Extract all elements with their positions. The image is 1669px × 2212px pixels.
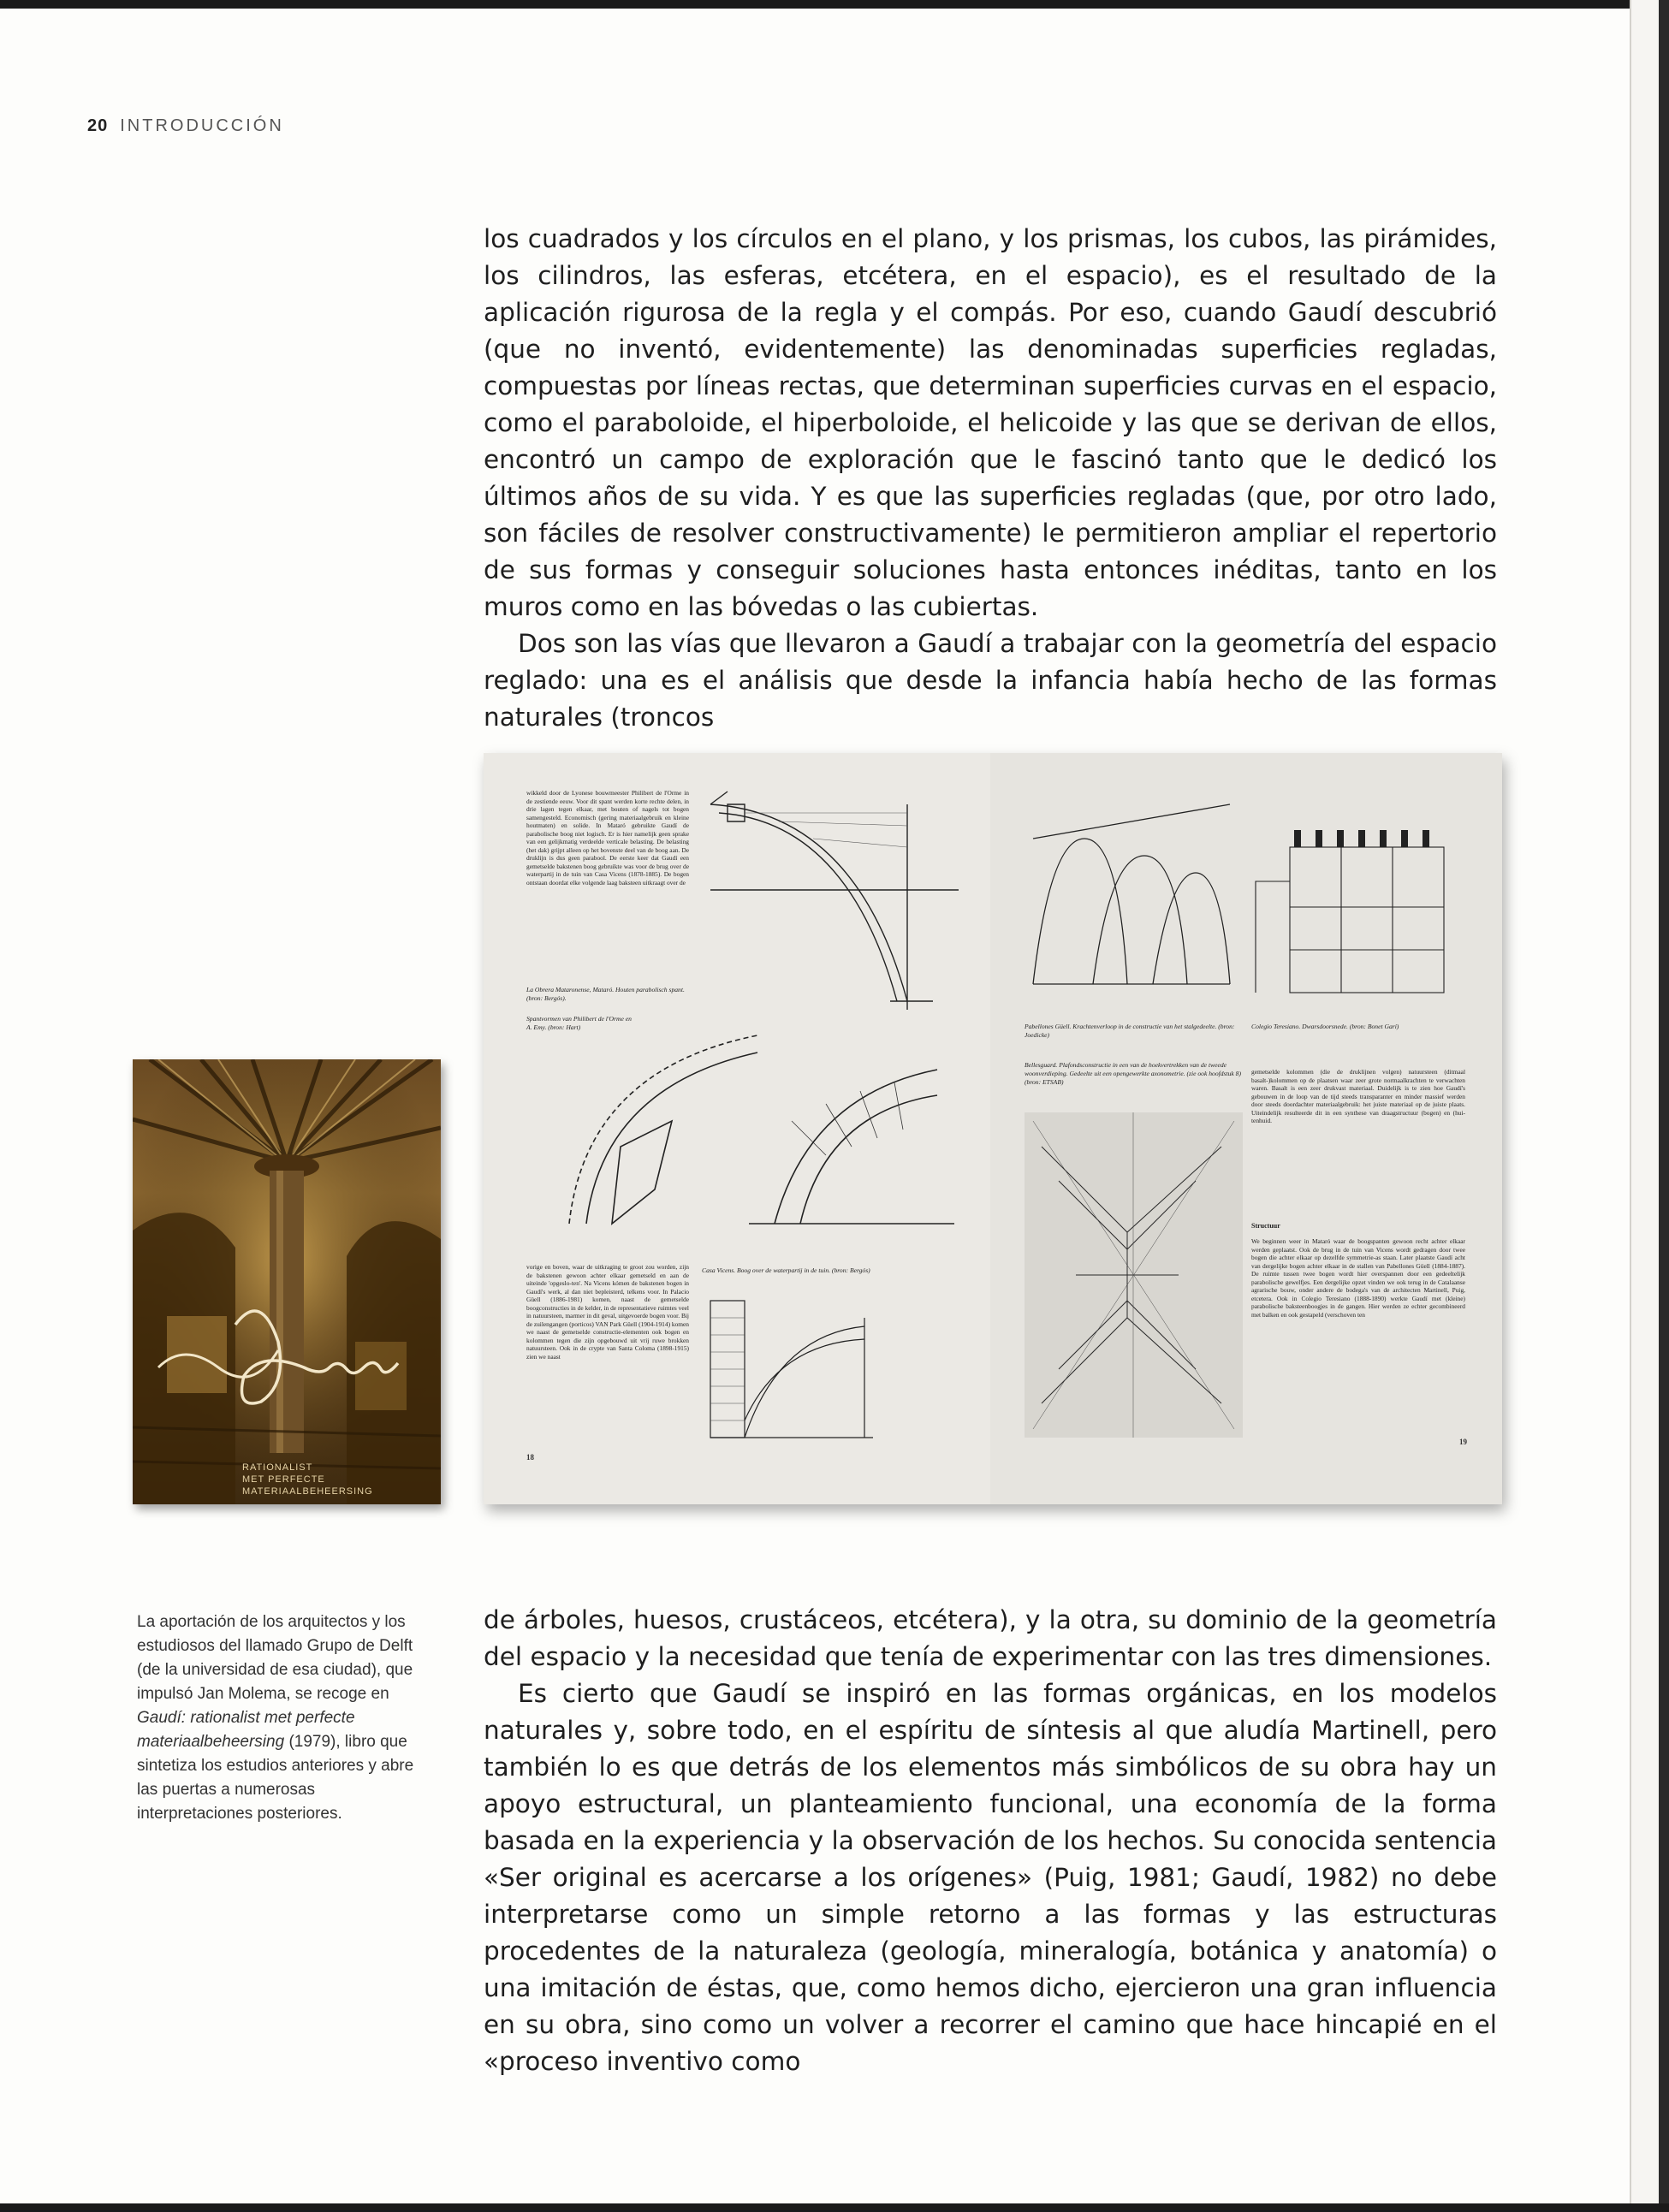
page-bottom-edge	[0, 2203, 1669, 2212]
caption-text-start: La aportación de los arquitectos y los estudiosos del llamado Grupo de Delft (de la universidad de esa ciudad), que impulsó Jan Molema, se recoge en	[137, 1613, 413, 1703]
right-caption-2: Colegio Teresiano. Dwarsdoorsnede. (bron: Bonet Garí)	[1251, 1023, 1399, 1030]
figure-caption	[137, 1610, 428, 1826]
bellesguard-ceiling-drawing	[1025, 1112, 1243, 1438]
left-caption-2: Spantvormen van Philibert de l'Orme en A. Emy. (bron: Hart)	[526, 1015, 632, 1031]
page-top-edge	[0, 0, 1669, 9]
cover-subtitle	[242, 1462, 439, 1497]
page-gutter-edge	[1630, 0, 1659, 2212]
cover-subtitle-line-2: MET PERFECTE MATERIAALBEHEERSING	[242, 1474, 373, 1497]
right-page-heading: Structuur	[1251, 1222, 1280, 1230]
crypt-photo	[133, 1059, 441, 1504]
left-page-text-top: wikkeld door de Lyonese bouwmeester Philibert de l'Orme in de zestiende eeuw. Voor dit spant werden korte rechte delen, in drie lagen tegen elkaar, met bouten of nagels tot bogen samengesteld. Economisch (gering materiaalgebruik en kleine houtmaten) en solide. In Mataró gebruikte Gaudí de parabolische boog niet logisch. Er is hier namelijk geen sprake van een gelijkmatig verdeelde verticale belasting. De belasting (het dak) grijpt alleen op het bovenste deel van de boog aan. De druklijn is dus geen parabool. De eerste keer dat Gaudí een gemetselde bakstenen boog gebruikte was voor de brug over de waterpartij in de tuin van Casa Vicens (1878-1885). De bogen ontstaan doordat elke volgende laag baksteen uitkraagt over de	[526, 789, 689, 887]
section-title: INTRODUCCIÓN	[120, 116, 284, 135]
body-text-bottom	[484, 1602, 1497, 2080]
paragraph-2: Dos son las vías que llevaron a Gaudí a trabajar con la geometría del espacio reglado: una es el análisis que desde la infancia había hecho de las formas naturales (troncos	[484, 629, 1497, 732]
book-right-page	[990, 753, 1502, 1504]
page-right-edge	[1659, 0, 1669, 2212]
paragraph-1: los cuadrados y los círculos en el plano, y los prismas, los cubos, las pirámides, los cilindros, las esferas, etcétera, en el espacio), es el resultado de la aplicación rigurosa de la regla y el compás. Por eso, cuando Gaudí descubrió (que no inventó, evidentemente) las denominadas superficies regladas, compuestas por líneas rectas, que determinan superficies curvas en el espacio, como el paraboloide, el hiperboloide, el helicoide y las que se derivan de ellos, encontró un campo de exploración que le fascinó tanto que le dedicó los últimos años de su vida. Y es que las superficies regladas (que, por otro lado, son fáciles de resolver constructivamente) le permitieron ampliar el repertorio de sus formas y conseguir soluciones hasta entonces inéditas, tanto en los muros como en las bóvedas o las cubiertas.	[484, 224, 1497, 621]
arch-forms-drawing	[552, 1018, 963, 1232]
book-cover-image	[133, 1059, 441, 1504]
paragraph-3: de árboles, huesos, crustáceos, etcétera), y la otra, su dominio de la geometría del espacio y la necesidad que tenía de experimentar con las tres dimensiones.	[484, 1605, 1497, 1671]
left-caption-1: La Obrera Mataronense, Mataró. Houten parabolisch spant. (bron: Bergós).	[526, 986, 685, 1002]
page-number: 20	[87, 116, 109, 135]
open-book-image	[484, 753, 1502, 1504]
paragraph-4: Es cierto que Gaudí se inspiró en las formas orgánicas, en los modelos naturales y, sobre todo, en el espíritu de síntesis al que aludía Martinell, pero también lo es que detrás de los elementos más simbólicos de su obra hay un apoyo estructural, un planteamiento funcional, una economía de la forma basada en la experiencia y la observación de los hechos. Su conocida sentencia «Ser original es acercarse a los orígenes» (Puig, 1981; Gaudí, 1982) no debe interpretarse como un simple retorno a las formas y las estructuras procedentes de la naturaleza (geología, mineralogía, botánica y anatomía) o una imitación de éstas, que, como hemos dicho, ejercieron una gran influencia en su obra, sino como un volver a recorrer el camino que hace hincapié en el «proceso inventivo como	[484, 1679, 1497, 2076]
right-page-number: 19	[1459, 1438, 1467, 1446]
body-text-top	[484, 221, 1497, 736]
left-page-number: 18	[526, 1453, 534, 1462]
right-page-text-top: gemetselde kolommen (die de druklijnen volgen) natuursteen (ditmaal basalt-)kolommen op de plaatsen waar zeer grote normaalkrachten te verwachten waren. Basalt is een zeer drukvast materiaal. Duidelijk is te zien hoe Gaudí's gebouwen in de loop van de tijd steeds transparanter en minder massief werden door steeds doordachter materiaalgebruik: het juiste materiaal op de juiste plaats. Uiteindelijk resulteerde dit in een synthese van draagstructuur (bogen) en (hui-tenhuid.	[1251, 1068, 1465, 1124]
timber-arch-drawing	[693, 787, 967, 1018]
book-left-page	[484, 753, 991, 1504]
caption-text-end: (1979), libro que sintetiza los estudios anteriores y abre las puertas a numerosas interpretaciones posteriores.	[137, 1733, 414, 1823]
right-page-text-bottom: We beginnen weer in Mataró waar de boogspanten gewoon recht achter elkaar werden geplaatst. Ook de brug in de tuin van Vicens wordt gedragen door twee bogen die achter elkaar op dezelfde symmetrie-as staan. Later plaatste Gaudí acht van dergelijke bogen achter elkaar in de stallen van Pabellones Güell (1884-1887). De ruimte tussen twee bogen wordt hier overspannen door een gedeeltelijk parabolische gewelfjes. Een dergelijke opzet vinden we ook terug in de Catalaanse agrarische bouw, onder andere de bodega's van de architecten Martinell, Puig, etcetera. Ook in Colegio Teresiano (1888-1890) werkte Gaudí met (kleine) parabolische baksteenboogjes in de gangen. Hier werden ze echter gecombineerd met balken en ook gestapeld (verschoven ten	[1251, 1237, 1465, 1319]
left-page-text-bottom: vorige en boven, waar de uitkraging te groot zou worden, zijn de bakstenen gewoon achter elkaar gemetseld en aan de uiteinde 'opgeslo-ten'. Na Vicens kómen de bakstenen bogen in Gaudí's werk, al dan niet bepleisterd, telkens voor. In Palacio Güell (1886-1981) komen, naast de gemetselde boogconstructies in de kelder, in de representatieve ruimtes veel in natuursteen, marmer in dit geval, uitgevoerde bogen voor. Bij de zuilengangen (porticos) VAN Park Güell (1904-1914) komen we naast de gemetselde constructie-elementen ook bogen en kolommen tegen die zijn opgebouwd uit vrij ruwe brokken natuursteen. Ook in de crypte van Santa Coloma (1898-1915) zien we naast	[526, 1263, 689, 1361]
colegio-teresiano-drawing	[1247, 804, 1470, 1001]
left-caption-3: Casa Vicens. Boog over de waterpartij in de tuin. (bron: Bergós)	[702, 1266, 870, 1274]
running-header	[87, 116, 284, 136]
brick-arch-drawing	[702, 1292, 976, 1442]
caption-book-title: Gaudí: rationalist met perfecte materiaalbeheersing	[137, 1709, 355, 1751]
cover-subtitle-line-1: RATIONALIST	[242, 1462, 313, 1473]
right-caption-1: Pabellones Güell. Krachtenverloop in de constructie van het stalgedeelte. (bron: Joedicke)	[1025, 1023, 1235, 1039]
pabellones-guell-drawing	[1025, 787, 1238, 993]
right-caption-3: Bellesguard. Plafondsconstructie in een van de hoekvertrekken van de tweede woonverdieping. Gedeelte uit een opengewerkte axonometrie. (zie ook hoofdstuk 8) (bron: ETSAB)	[1025, 1061, 1241, 1086]
